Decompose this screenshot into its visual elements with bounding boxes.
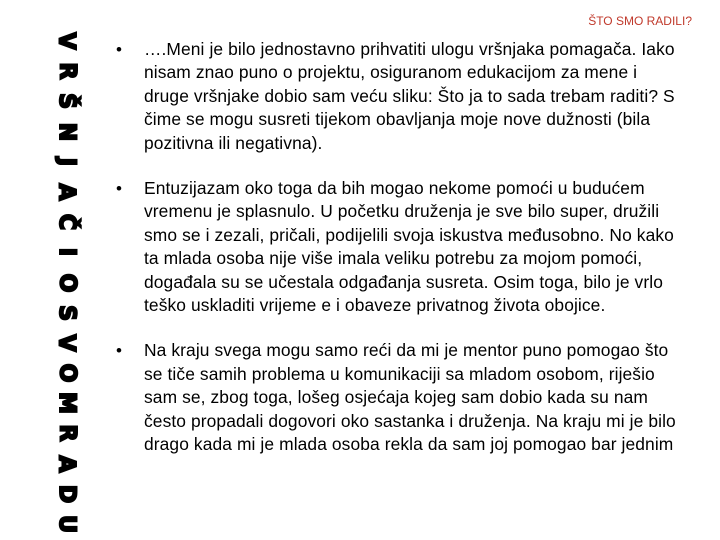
wordart-letter: N [53, 122, 79, 141]
wordart-letter: Š [53, 93, 79, 110]
wordart-letter: J [54, 157, 79, 166]
bullet-item [116, 177, 686, 317]
bullet-item [116, 339, 686, 456]
wordart-letter: D [53, 484, 79, 503]
wordart-letter: V [54, 32, 79, 50]
wordart-letter: R [53, 62, 79, 80]
wordart-letter: A [54, 183, 79, 201]
wordart-letter: A [54, 455, 79, 473]
bullet-list [116, 38, 686, 479]
wordart-letter: I [54, 248, 79, 257]
page-title: ŠTO SMO RADILI? [588, 14, 692, 28]
wordart-letter: O [53, 363, 79, 383]
bullet-text: ….Meni je bilo jednostavno prihvatiti ulogu vršnjaka pomagača. Iako nisam znao puno o projektu, osiguranom edukacijom za mene i druge vršnjake dobio sam veću sliku: Što ja to sada trebam raditi? S čime se mogu susreti tijekom obavljanja moje nove dužnosti (bila pozitivna ili negativna). [144, 39, 675, 153]
wordart-letter: S [53, 304, 79, 321]
wordart-letter: M [54, 392, 79, 415]
bullet-item [116, 38, 686, 155]
wordart-letter: U [54, 515, 79, 533]
wordart-letter: Č [54, 214, 79, 231]
bullet-icon: • [116, 341, 122, 361]
vertical-wordart-title [30, 30, 102, 535]
bullet-icon: • [116, 179, 122, 199]
bullet-icon: • [116, 40, 122, 59]
bullet-text: Entuzijazam oko toga da bih mogao nekome pomoći u budućem vremenu je splasnulo. U početku druženja je sve bilo super, družili smo se i zezali, pričali, podijelili svoja iskustva međusobno. No kako ta mlada osoba nije više imala veliku potrebu za mojom pomoći, događala su se učestala odgađanja susreta. Osim toga, bilo je vrlo teško uskladiti vrijeme e i obaveze privatnog života obojice. [144, 178, 674, 316]
wordart-letter: V [54, 334, 79, 352]
wordart-letter: O [53, 273, 79, 292]
bullet-text: Na kraju svega mogu samo reći da mi je mentor puno pomogao što se tiče samih problema u komunikaciji sa mladom osobom, riješio sam se, zbog toga, lošeg osjećaja kojeg sam dobio kada su nam često propadali dogovori oko sastanka i druženja. Na kraju mi je bilo drago kada mi je mlada osoba rekla da sam joj pomogao bar jednim [144, 340, 676, 455]
wordart-letter: R [53, 424, 79, 442]
